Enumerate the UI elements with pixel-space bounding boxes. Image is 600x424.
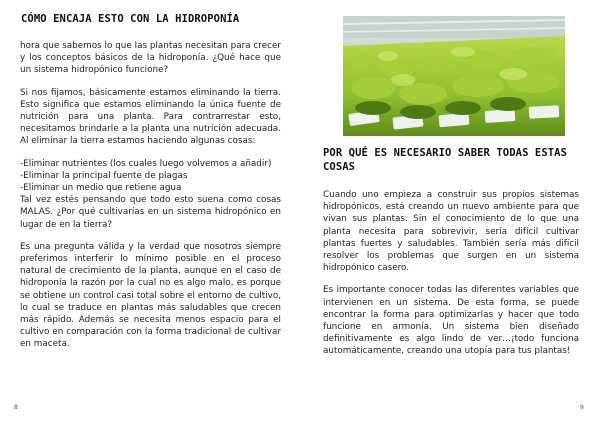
right-page-body <box>323 189 579 368</box>
list-item-pests: -Eliminar la principal fuente de plagas <box>20 170 188 181</box>
right-paragraph-2: Es importante conocer todas las diferentes variables que intervienen en un sistema. De esta forma, se puede encontrar la forma para optimizarlas y hacer que todo funcione en armonía. Un sistema bien diseñado definitivamente es algo lindo de ver…¡todo funciona automáticamente, creando una utopía para tus plantas! <box>323 285 579 357</box>
left-paragraph-1: hora que sabemos lo que las plantas necesitan para crecer y los conceptos básicos de la hidroponía. ¿Qué hace que un sistema hidropónico funcione? <box>20 41 281 76</box>
list-item-water-medium: -Eliminar un medio que retiene agua <box>20 183 182 194</box>
list-item-nutrients: -Eliminar nutrientes (los cuales luego volvemos a añadir) <box>20 158 272 169</box>
right-page-heading: POR QUÉ ES NECESARIO SABER TODAS ESTAS COSAS <box>323 147 568 173</box>
right-page <box>300 0 600 424</box>
left-paragraph-after-list: Tal vez estés pensando que todo esto suena como cosas MALAS. ¿Por qué cultivarías en un sistema hidropónico en lugar de en la tierra? <box>20 195 281 230</box>
left-paragraph-last: Es una pregunta válida y la verdad que nosotros siempre preferimos interferir lo mínimo posible en el proceso natural de crecimiento de la planta, aunque en el caso de hidroponía la razón por la cual no es algo malo, es porque se obtiene un control casi total sobre el entorno de cultivo, lo cual se traduce en plantas más saludables que crecen más rápido. Además se necesita menos espacio para el cultivo en comparación con la forma tradicional de cultivar en maceta. <box>20 241 281 350</box>
hydroponic-lettuce-photo <box>343 16 565 136</box>
left-page-heading: CÓMO ENCAJA ESTO CON LA HIDROPONÍA <box>21 13 240 25</box>
page-number-left: 8 <box>14 404 18 411</box>
left-paragraph-2: Si nos fijamos, básicamente estamos eliminando la tierra. Esto significa que estamos eliminando la única fuente de nutrición para una planta. Para contrarrestar esto, necesitamos brindarle a la planta una nutrición adecuada. Al eliminar la tierra estamos haciendo algunas cosas: <box>20 87 281 147</box>
left-page-body <box>20 40 281 361</box>
page-number-right: 9 <box>580 404 584 411</box>
right-paragraph-1: Cuando uno empieza a construir sus propios sistemas hidropónicos, está creando un nuevo ambiente para que vivan sus plantas. Sin el conocimiento de lo que una planta necesita para sobrevivir, sería difícil cultivar plantas fuertes y saludables. También sería más difícil resolver los problemas que surgen en un sistema hidropónico casero. <box>323 190 579 274</box>
